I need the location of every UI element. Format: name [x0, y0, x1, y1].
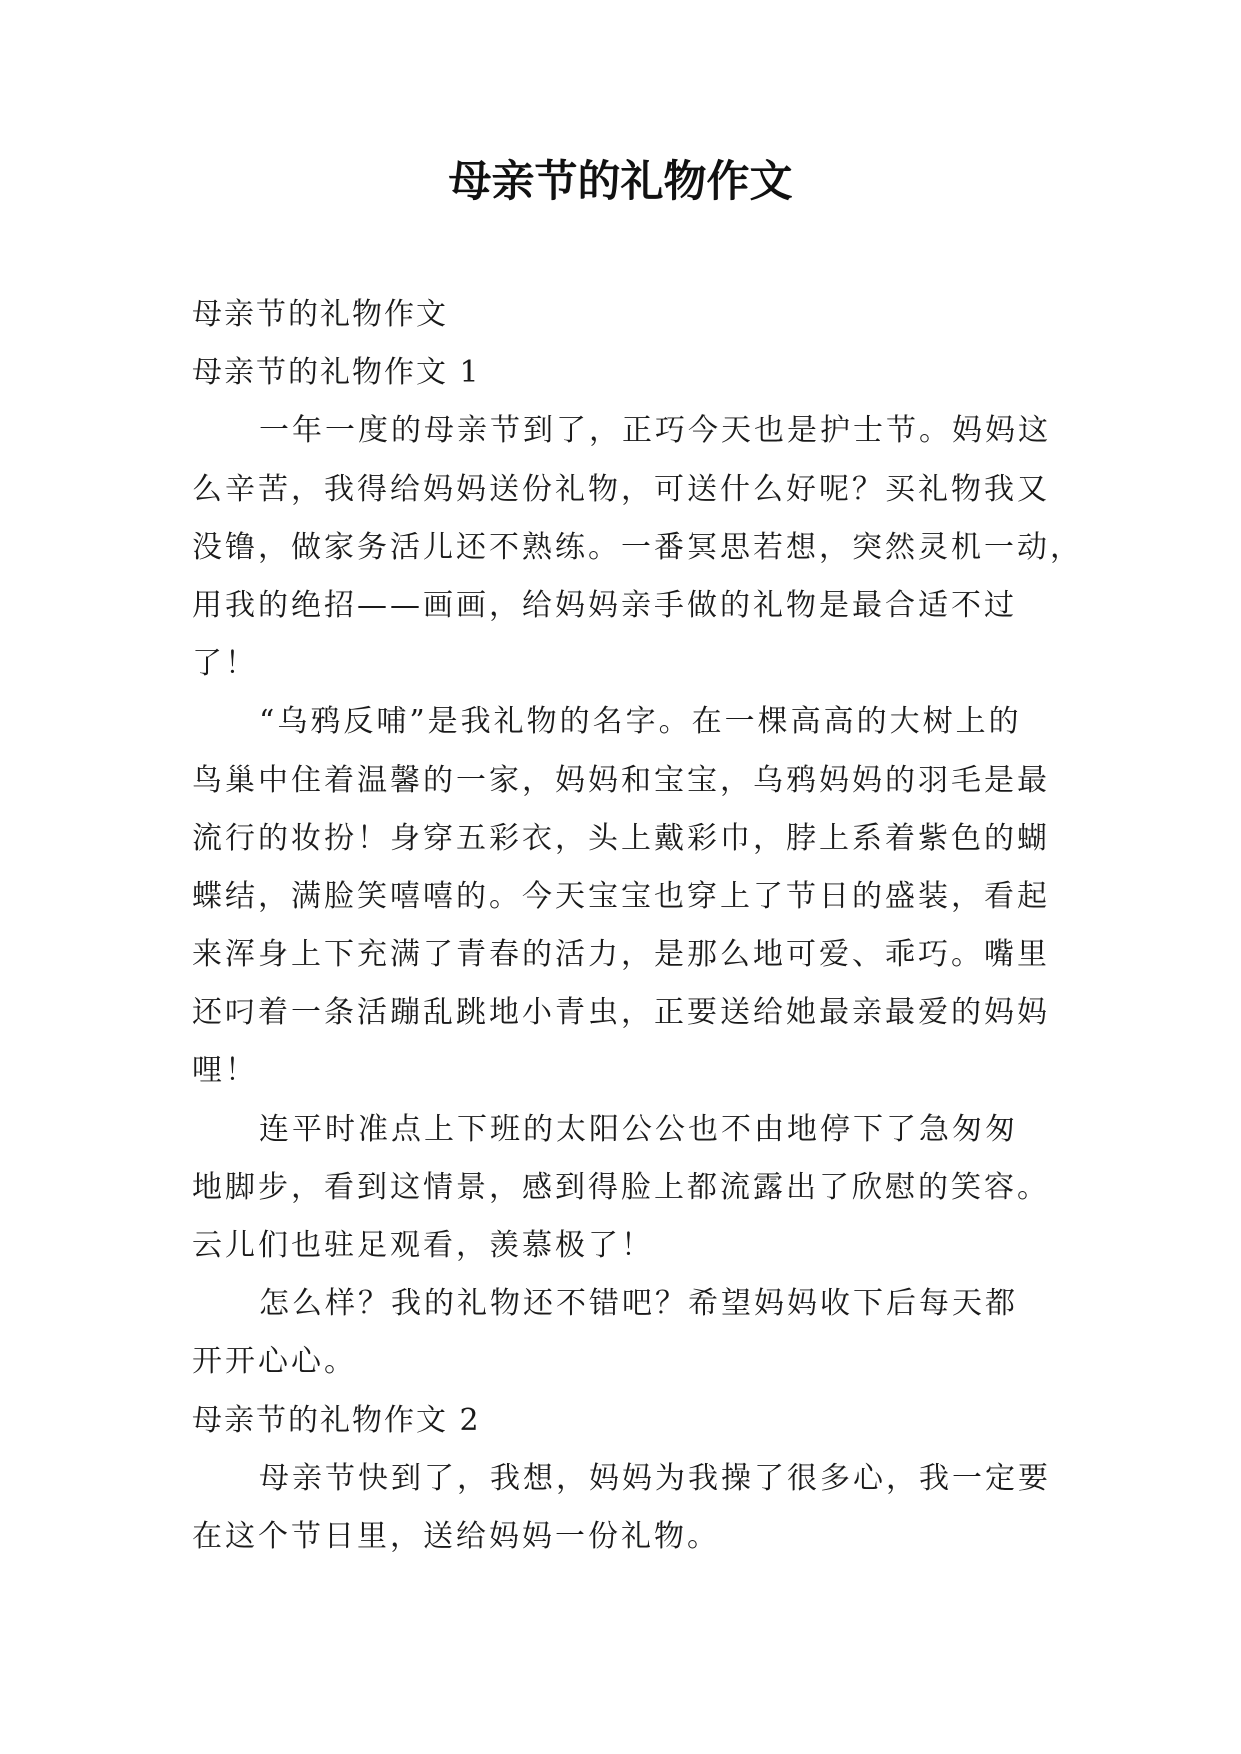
- section-heading: 母亲节的礼物作文 2: [192, 1402, 481, 1438]
- paragraph-line: “乌鸦反哺”是我礼物的名字。在一棵高高的大树上的: [259, 704, 1022, 740]
- paragraph-line: 还叼着一条活蹦乱跳地小青虫，正要送给她最亲最爱的妈妈: [192, 995, 1050, 1031]
- paragraph-line: 云儿们也驻足观看，羡慕极了！: [192, 1228, 654, 1263]
- paragraph-line: 流行的妆扮！身穿五彩衣，头上戴彩巾，脖上系着紫色的蝴: [192, 820, 1050, 856]
- paragraph-line: 开开心心。: [192, 1344, 357, 1380]
- paragraph-line: 母亲节快到了，我想，妈妈为我操了很多心，我一定要: [259, 1460, 1051, 1496]
- paragraph-line: 一年一度的母亲节到了，正巧今天也是护士节。妈妈这: [259, 413, 1051, 449]
- paragraph-line: 蝶结，满脸笑嘻嘻的。今天宝宝也穿上了节日的盛装，看起: [192, 878, 1050, 914]
- section-heading: 母亲节的礼物作文: [192, 297, 448, 332]
- paragraph-line: 哩！: [192, 1053, 258, 1089]
- paragraph-line: 鸟巢中住着温馨的一家，妈妈和宝宝，乌鸦妈妈的羽毛是最: [192, 762, 1050, 798]
- paragraph-line: 么辛苦，我得给妈妈送份礼物，可送什么好呢？买礼物我又: [192, 471, 1050, 507]
- document-body: [192, 286, 1083, 1566]
- paragraph-line: 用我的绝招——画画，给妈妈亲手做的礼物是最合适不过: [192, 587, 1017, 623]
- section-heading: 母亲节的礼物作文 1: [192, 355, 481, 391]
- paragraph-line: 在这个节日里，送给妈妈一份礼物。: [192, 1518, 720, 1554]
- paragraph-line: 来浑身上下充满了青春的活力，是那么地可爱、乖巧。嘴里: [192, 937, 1050, 973]
- document-title: 母亲节的礼物作文: [448, 157, 793, 207]
- paragraph-line: 怎么样？我的礼物还不错吧？希望妈妈收下后每天都: [259, 1286, 1018, 1322]
- paragraph-line: 地脚步，看到这情景，感到得脸上都流露出了欣慰的笑容。: [192, 1169, 1050, 1205]
- paragraph-line: 连平时准点上下班的太阳公公也不由地停下了急匆匆: [259, 1111, 1018, 1147]
- paragraph-line: 了！: [192, 646, 258, 682]
- paragraph-line: 没镥，做家务活儿还不熟练。一番冥思若想，突然灵机一动，: [192, 529, 1083, 565]
